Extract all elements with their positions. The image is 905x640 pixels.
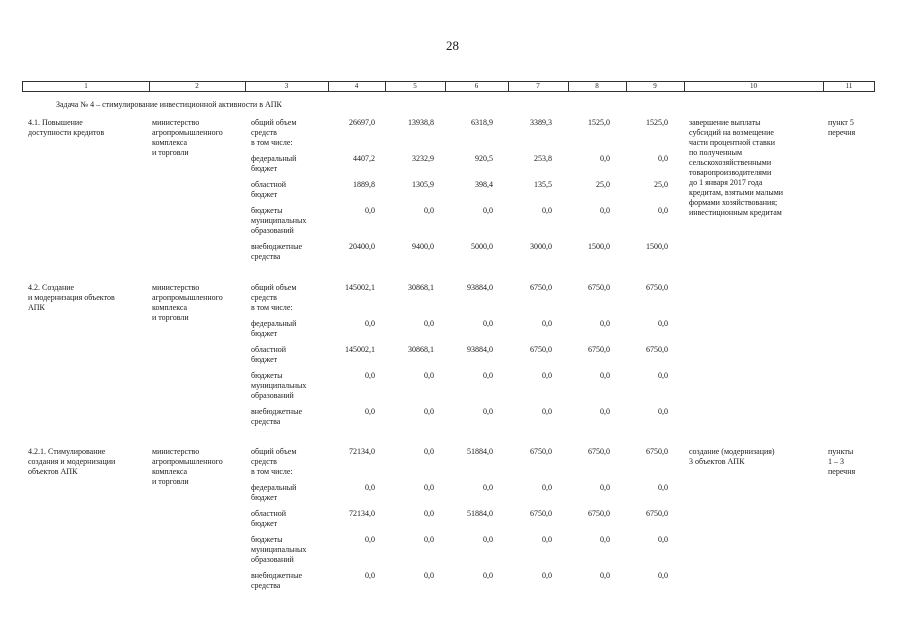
value-regional: 6750,0 (530, 509, 552, 518)
value-municipal: 0,0 (424, 535, 434, 544)
value-extra: 0,0 (542, 571, 552, 580)
responsible-executor: комплекса (152, 467, 188, 476)
value-extra: 20400,0 (349, 242, 375, 251)
section-name: доступности кредитов (28, 128, 105, 137)
row-label-municipal: образований (251, 226, 294, 235)
value-municipal: 0,0 (483, 371, 493, 380)
section-name: 4.2. Создание (28, 283, 75, 292)
value-federal: 0,0 (600, 483, 610, 492)
row-label-total: средств (251, 293, 277, 302)
row-label-regional: бюджет (251, 190, 278, 199)
row-label-extra: средства (251, 581, 281, 590)
row-label-federal: бюджет (251, 164, 278, 173)
value-regional: 6750,0 (530, 345, 552, 354)
expected-result: завершение выплаты (689, 118, 761, 127)
responsible-executor: комплекса (152, 138, 188, 147)
value-federal: 0,0 (542, 319, 552, 328)
list-reference: перечня (828, 128, 856, 137)
value-total: 30868,1 (408, 283, 434, 292)
value-federal: 920,5 (475, 154, 493, 163)
responsible-executor: агропромышленного (152, 457, 223, 466)
row-label-federal: бюджет (251, 329, 278, 338)
section-name: объектов АПК (28, 467, 78, 476)
expected-result: части процентной ставки (689, 138, 775, 147)
value-total: 6750,0 (646, 283, 668, 292)
row-label-extra: внебюджетные (251, 407, 302, 416)
row-label-total: общий объем (251, 283, 297, 292)
row-label-federal: федеральный (251, 319, 297, 328)
section-name: и модернизация объектов (28, 293, 115, 302)
responsible-executor: агропромышленного (152, 128, 223, 137)
responsible-executor: агропромышленного (152, 293, 223, 302)
value-total: 3389,3 (530, 118, 552, 127)
value-regional: 25,0 (596, 180, 610, 189)
row-label-municipal: образований (251, 555, 294, 564)
row-label-including: в том числе: (251, 138, 293, 147)
value-federal: 4407,2 (353, 154, 375, 163)
expected-result: создание (модернизация) (689, 447, 775, 456)
responsible-executor: министерство (152, 447, 200, 456)
value-total: 26697,0 (349, 118, 375, 127)
header-separator (149, 82, 150, 91)
row-label-including: в том числе: (251, 303, 293, 312)
value-total: 6318,9 (471, 118, 493, 127)
header-column-9: 9 (653, 82, 657, 90)
value-municipal: 0,0 (365, 371, 375, 380)
value-regional: 72134,0 (349, 509, 375, 518)
row-label-including: в том числе: (251, 467, 293, 476)
value-federal: 0,0 (658, 483, 668, 492)
row-label-extra: внебюджетные (251, 571, 302, 580)
row-label-total: общий объем (251, 118, 297, 127)
header-separator (385, 82, 386, 91)
value-municipal: 0,0 (600, 206, 610, 215)
responsible-executor: министерство (152, 118, 200, 127)
header-separator (626, 82, 627, 91)
header-column-1: 1 (84, 82, 88, 90)
value-municipal: 0,0 (365, 535, 375, 544)
value-extra: 0,0 (365, 407, 375, 416)
value-regional: 30868,1 (408, 345, 434, 354)
value-extra: 1500,0 (588, 242, 610, 251)
list-reference: перечня (828, 467, 856, 476)
value-municipal: 0,0 (542, 206, 552, 215)
value-federal: 0,0 (365, 483, 375, 492)
row-label-federal: федеральный (251, 154, 297, 163)
value-extra: 0,0 (600, 571, 610, 580)
value-municipal: 0,0 (600, 371, 610, 380)
header-column-6: 6 (474, 82, 479, 90)
value-extra: 0,0 (483, 571, 493, 580)
responsible-executor: и торговли (152, 477, 189, 486)
value-regional: 398,4 (475, 180, 493, 189)
value-federal: 0,0 (658, 319, 668, 328)
header-separator (245, 82, 246, 91)
value-total: 6750,0 (530, 447, 552, 456)
value-municipal: 0,0 (483, 206, 493, 215)
list-reference: 1 – 3 (828, 457, 844, 466)
value-total: 1525,0 (646, 118, 668, 127)
value-total: 51884,0 (467, 447, 493, 456)
value-extra: 9400,0 (412, 242, 434, 251)
row-label-total: средств (251, 457, 277, 466)
section-name: 4.1. Повышение (28, 118, 83, 127)
header-column-10: 10 (750, 82, 757, 90)
value-regional: 25,0 (654, 180, 668, 189)
expected-result: инвестиционным кредитам (689, 208, 782, 217)
value-municipal: 0,0 (424, 371, 434, 380)
row-label-municipal: образований (251, 391, 294, 400)
value-regional: 6750,0 (588, 509, 610, 518)
value-extra: 0,0 (365, 571, 375, 580)
value-federal: 0,0 (483, 319, 493, 328)
row-label-regional: областной (251, 180, 287, 189)
value-federal: 0,0 (658, 154, 668, 163)
row-label-municipal: муниципальных (251, 545, 307, 554)
header-column-11: 11 (845, 82, 853, 90)
row-label-municipal: бюджеты (251, 206, 283, 215)
value-federal: 0,0 (600, 319, 610, 328)
value-extra: 0,0 (600, 407, 610, 416)
value-regional: 51884,0 (467, 509, 493, 518)
value-federal: 0,0 (542, 483, 552, 492)
row-label-federal: бюджет (251, 493, 278, 502)
value-municipal: 0,0 (542, 371, 552, 380)
value-total: 72134,0 (349, 447, 375, 456)
value-regional: 1305,9 (412, 180, 434, 189)
value-total: 1525,0 (588, 118, 610, 127)
list-reference: пункт 5 (828, 118, 854, 127)
value-extra: 1500,0 (646, 242, 668, 251)
value-federal: 0,0 (600, 154, 610, 163)
value-regional: 135,5 (534, 180, 552, 189)
header-separator (823, 82, 824, 91)
value-extra: 5000,0 (471, 242, 493, 251)
header-separator (328, 82, 329, 91)
value-regional: 6750,0 (646, 509, 668, 518)
value-total: 6750,0 (588, 447, 610, 456)
value-municipal: 0,0 (365, 206, 375, 215)
value-regional: 93884,0 (467, 345, 493, 354)
expected-result: до 1 января 2017 года (689, 178, 763, 187)
value-federal: 0,0 (424, 483, 434, 492)
task-title: Задача № 4 – стимулирование инвестиционной активности в АПК (56, 100, 282, 109)
header-column-4: 4 (354, 82, 359, 90)
value-extra: 0,0 (424, 571, 434, 580)
value-municipal: 0,0 (658, 206, 668, 215)
value-federal: 0,0 (424, 319, 434, 328)
row-label-regional: бюджет (251, 355, 278, 364)
value-municipal: 0,0 (658, 371, 668, 380)
row-label-municipal: бюджеты (251, 535, 283, 544)
expected-result: сельскохозяйственными (689, 158, 772, 167)
value-total: 0,0 (424, 447, 434, 456)
responsible-executor: комплекса (152, 303, 188, 312)
expected-result: кредитам, взятыми малыми (689, 188, 784, 197)
expected-result: 3 объектов АПК (689, 457, 745, 466)
header-column-3: 3 (284, 82, 289, 90)
row-label-extra: средства (251, 417, 281, 426)
row-label-total: общий объем (251, 447, 297, 456)
header-column-2: 2 (195, 82, 199, 90)
header-separator (568, 82, 569, 91)
row-label-extra: средства (251, 252, 281, 261)
row-label-extra: внебюджетные (251, 242, 302, 251)
value-federal: 3232,9 (412, 154, 434, 163)
value-extra: 3000,0 (530, 242, 552, 251)
responsible-executor: и торговли (152, 148, 189, 157)
value-regional: 0,0 (424, 509, 434, 518)
header-separator (508, 82, 509, 91)
value-total: 13938,8 (408, 118, 434, 127)
value-extra: 0,0 (658, 571, 668, 580)
value-total: 6750,0 (588, 283, 610, 292)
value-federal: 253,8 (534, 154, 552, 163)
value-total: 93884,0 (467, 283, 493, 292)
responsible-executor: и торговли (152, 313, 189, 322)
section-name: АПК (28, 303, 45, 312)
header-separator (445, 82, 446, 91)
value-municipal: 0,0 (600, 535, 610, 544)
row-label-federal: федеральный (251, 483, 297, 492)
responsible-executor: министерство (152, 283, 200, 292)
header-separator (684, 82, 685, 91)
expected-result: субсидий на возмещение (689, 128, 774, 137)
expected-result: товаропроизводителями (689, 168, 772, 177)
header-column-8: 8 (595, 82, 599, 90)
value-regional: 6750,0 (588, 345, 610, 354)
section-name: 4.2.1. Стимулирование (28, 447, 106, 456)
header-column-7: 7 (536, 82, 540, 90)
value-federal: 0,0 (483, 483, 493, 492)
row-label-regional: областной (251, 509, 287, 518)
row-label-regional: областной (251, 345, 287, 354)
column-number-header (22, 81, 875, 92)
value-extra: 0,0 (424, 407, 434, 416)
expected-result: по полученным (689, 148, 743, 157)
value-regional: 145002,1 (345, 345, 375, 354)
value-regional: 6750,0 (646, 345, 668, 354)
value-total: 6750,0 (530, 283, 552, 292)
value-regional: 1889,8 (353, 180, 375, 189)
value-extra: 0,0 (658, 407, 668, 416)
row-label-regional: бюджет (251, 519, 278, 528)
row-label-municipal: муниципальных (251, 216, 307, 225)
value-municipal: 0,0 (483, 535, 493, 544)
expected-result: формами хозяйствования; (689, 198, 778, 207)
section-name: создания и модернизации (28, 457, 116, 466)
row-label-total: средств (251, 128, 277, 137)
value-extra: 0,0 (542, 407, 552, 416)
value-total: 6750,0 (646, 447, 668, 456)
value-extra: 0,0 (483, 407, 493, 416)
value-municipal: 0,0 (542, 535, 552, 544)
value-municipal: 0,0 (658, 535, 668, 544)
row-label-municipal: бюджеты (251, 371, 283, 380)
row-label-municipal: муниципальных (251, 381, 307, 390)
page-number: 28 (446, 38, 459, 53)
value-municipal: 0,0 (424, 206, 434, 215)
list-reference: пункты (828, 447, 854, 456)
value-federal: 0,0 (365, 319, 375, 328)
value-total: 145002,1 (345, 283, 375, 292)
header-column-5: 5 (413, 82, 417, 90)
